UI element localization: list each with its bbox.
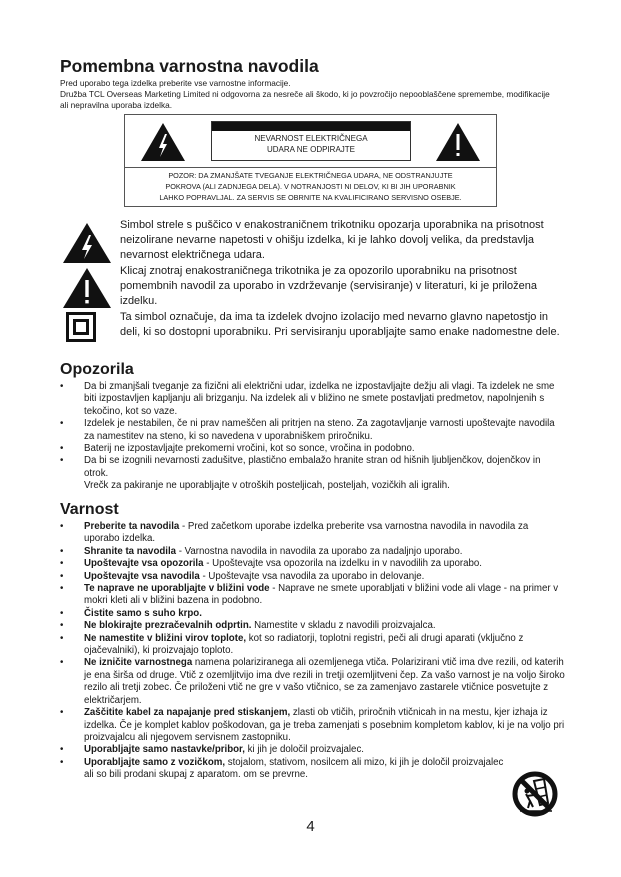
bullet: • bbox=[60, 418, 64, 430]
safety-item-title: Preberite ta navodila bbox=[84, 521, 180, 532]
danger-label-line2: UDARA NE ODPIRAJTE bbox=[266, 145, 355, 154]
safety-item-title: Shranite ta navodila bbox=[84, 545, 177, 557]
safety-item: • Ne blokirajte prezračevalnih odprtin. Namestite v skladu z navodili proizvajalca. bbox=[60, 620, 436, 632]
shock-warning-box bbox=[124, 114, 497, 207]
danger-label-line1: NEVARNOST ELEKTRIČNEGA bbox=[254, 134, 368, 143]
safety-item-title: Uporabljajte samo z vozičkom, bbox=[84, 756, 226, 768]
safety-item: • Ne namestite v bližini virov toplote, kot so radiatorji, toplotni registri, peči ali drugi aparati (vključno z ojačevalniki), ki proizvajajo toploto. bbox=[60, 632, 524, 657]
exclamation-triangle-icon bbox=[435, 122, 481, 162]
cart-tip-over-warning-icon bbox=[512, 771, 558, 817]
safety-item: • Zaščitite kabel za napajanje pred stiskanjem, zlasti ob vtičih, priročnih vtičnicah in na mestu, kjer izhaja iz izdelka. Če je komplet kablov poškodovan, ga je treba zamenjati s posebnim kompletom kablov, ki je na voljo pri proizvajalcu ali njegovem servisnem zastopniku. bbox=[60, 707, 565, 743]
safety-list bbox=[60, 521, 565, 782]
symbol-description: Klicaj znotraj enakostraničnega trikotnika je za opozorilo uporabniku na prisotnost pomembnih navodil za uporabo in vzdrževanje (servisiranje) v literaturi, ki je priložena izdelku. bbox=[120, 265, 537, 307]
warning-item: • Da bi zmanjšali tveganje za fizični ali električni udar, izdelka ne izpostavljajte dežju ali vlagi. Ta izdelek ne sme biti izpostavljen kapljanju ali brizganju. Na izdelek ali v bližino ne smete postavljati predmetov, napolnjenih s tekočino, kot so vaze. bbox=[60, 381, 555, 417]
safety-item-title: Upoštevajte vsa navodila bbox=[84, 570, 200, 582]
intro bbox=[60, 78, 560, 111]
page-number: 4 bbox=[306, 818, 315, 835]
intro-line: Pred uporabo tega izdelka preberite vse varnostne informacije. bbox=[60, 78, 291, 88]
caution-text bbox=[125, 170, 496, 203]
warning-continuation: Vrečk za pakiranje ne uporabljajte v otroških posteljicah, posteljah, vozičkih ali igralih. bbox=[84, 480, 450, 492]
safety-item: • Upoštevajte vsa opozorila - Upoštevajte vsa opozorila na izdelku in v navodilih za uporabo. bbox=[60, 558, 482, 570]
intro-disclaimer: Družba TCL Overseas Marketing Limited ni odgovorna za nesreče ali škodo, ki jo povzročijo nepooblaščene spremembe, modifikacije ali nepravilna uporaba izdelka. bbox=[60, 89, 550, 110]
safety-item-title: Te naprave ne uporabljajte v bližini vode bbox=[84, 583, 270, 595]
safety-item: • Preberite ta navodila - Pred začetkom uporabe izdelka preberite vsa varnostna navodila in navodila za uporabo izdelka. bbox=[60, 521, 529, 545]
safety-item: • Upoštevajte vsa navodila - Upoštevajte vsa navodila za uporabo in delovanje. bbox=[60, 570, 425, 582]
safety-item: • Uporabljajte samo nastavke/pribor, ki jih je določil proizvajalec. bbox=[60, 744, 364, 756]
safety-item-title: Ne namestite v bližini virov toplote, bbox=[84, 632, 247, 644]
warning-item: • Baterij ne izpostavljajte prekomerni vročini, kot so sonce, vročina in podobno. bbox=[60, 443, 415, 455]
safety-item: • Čistite samo s suho krpo. bbox=[60, 607, 202, 619]
warnings-list bbox=[60, 381, 565, 493]
symbol-description: Ta simbol označuje, da ima ta izdelek dvojno izolacijo med nevarno glavno napetostjo in deli, ki so dostopni uporabniku. Pri servisiranju uporabljajte samo enake nadomestne dele. bbox=[120, 311, 560, 338]
warning-item: • Izdelek je nestabilen, če ni prav nameščen ali pritrjen na steno. Za zagotavljanje varnosti upoštevajte navodila za namestitev na steno, ki so navedena v uporabniškem priročniku. bbox=[60, 418, 555, 442]
warning-box-top bbox=[125, 115, 496, 168]
safety-item: • Shranite ta navodila - Varnostna navodila in navodila za uporabo za nadaljnjo uporabo. bbox=[60, 545, 463, 557]
warning-item: • Da bi se izognili nevarnosti zadušitve, plastično embalažo hranite stran od hišnih ljubljenčkov, dojenčkov in otrok. bbox=[60, 455, 541, 479]
safety-item-title: Zaščitite kabel za napajanje pred stiskanjem, bbox=[84, 707, 291, 719]
page-title: Pomembna varnostna navodila bbox=[60, 56, 319, 76]
exclamation-triangle-icon bbox=[62, 267, 112, 309]
danger-label-bar bbox=[212, 122, 410, 131]
lightning-triangle-icon bbox=[140, 122, 186, 162]
warnings-heading: Opozorila bbox=[60, 361, 134, 378]
safety-item: • Te naprave ne uporabljajte v bližini vode - Naprave ne smete uporabljati v bližini vode ali vlage - na primer v mokri kleti ali v bližini bazena in podobno. bbox=[60, 583, 559, 607]
bullet: • bbox=[60, 443, 64, 455]
safety-item-title: Uporabljajte samo nastavke/pribor, bbox=[84, 744, 245, 756]
safety-item: • Uporabljajte samo z vozičkom, stojalom, stativom, nosilcem ali mizo, ki jih je določil proizvajalec ali so bili prodani skupaj z aparatom. om se prevrne. bbox=[60, 756, 504, 781]
safety-item-title: Upoštevajte vsa opozorila bbox=[84, 558, 204, 570]
caution-line: POZOR: DA ZMANJŠATE TVEGANJE ELEKTRIČNEGA UDARA, NE ODSTRANJUJTE bbox=[168, 171, 453, 180]
caution-line: POKROVA (ALI ZADNJEGA DELA). V NOTRANJOSTI NI DELOV, KI BI JIH UPORABNIK bbox=[165, 182, 456, 191]
symbol-description: Simbol strele s puščico v enakostraničnem trikotniku opozarja uporabnika na prisotnost neizolirane nevarne napetosti v ohišju izdelka, ki je lahko dovolj velika, da predstavlja nevarnost električnega udara. bbox=[120, 219, 544, 261]
safety-heading: Varnost bbox=[60, 501, 119, 518]
lightning-triangle-icon bbox=[62, 222, 112, 264]
bullet: • bbox=[60, 455, 64, 467]
safety-item-title: Ne blokirajte prezračevalnih odprtin. bbox=[84, 620, 252, 632]
safety-item-title: Ne izničite varnostnega bbox=[84, 657, 193, 669]
bullet: • bbox=[60, 381, 64, 392]
safety-item-title: Čistite samo s suho krpo. bbox=[84, 607, 202, 619]
caution-line: LAHKO POPRAVLJAL. ZA SERVIS SE OBRNITE NA KVALIFICIRANO SERVISNO OSEBJE. bbox=[159, 193, 462, 202]
danger-label bbox=[211, 121, 411, 161]
safety-item: • Ne izničite varnostnega namena polariziranega ali ozemljenega vtiča. Polarizirani vtič ima dve rezili, od katerih je ena širša od druge. Vtič z ozemljitvijo ima dve rezili in tretji ozemljitveni čep. Za vašo varnost je na voljo široko rezilo ali tretji zobec. Če priloženi vtič ne gre v vašo vtičnico, se za zamenjavo zastarele vtičnice posvetujte z električarjem. bbox=[60, 657, 565, 706]
double-insulation-icon bbox=[66, 312, 96, 342]
